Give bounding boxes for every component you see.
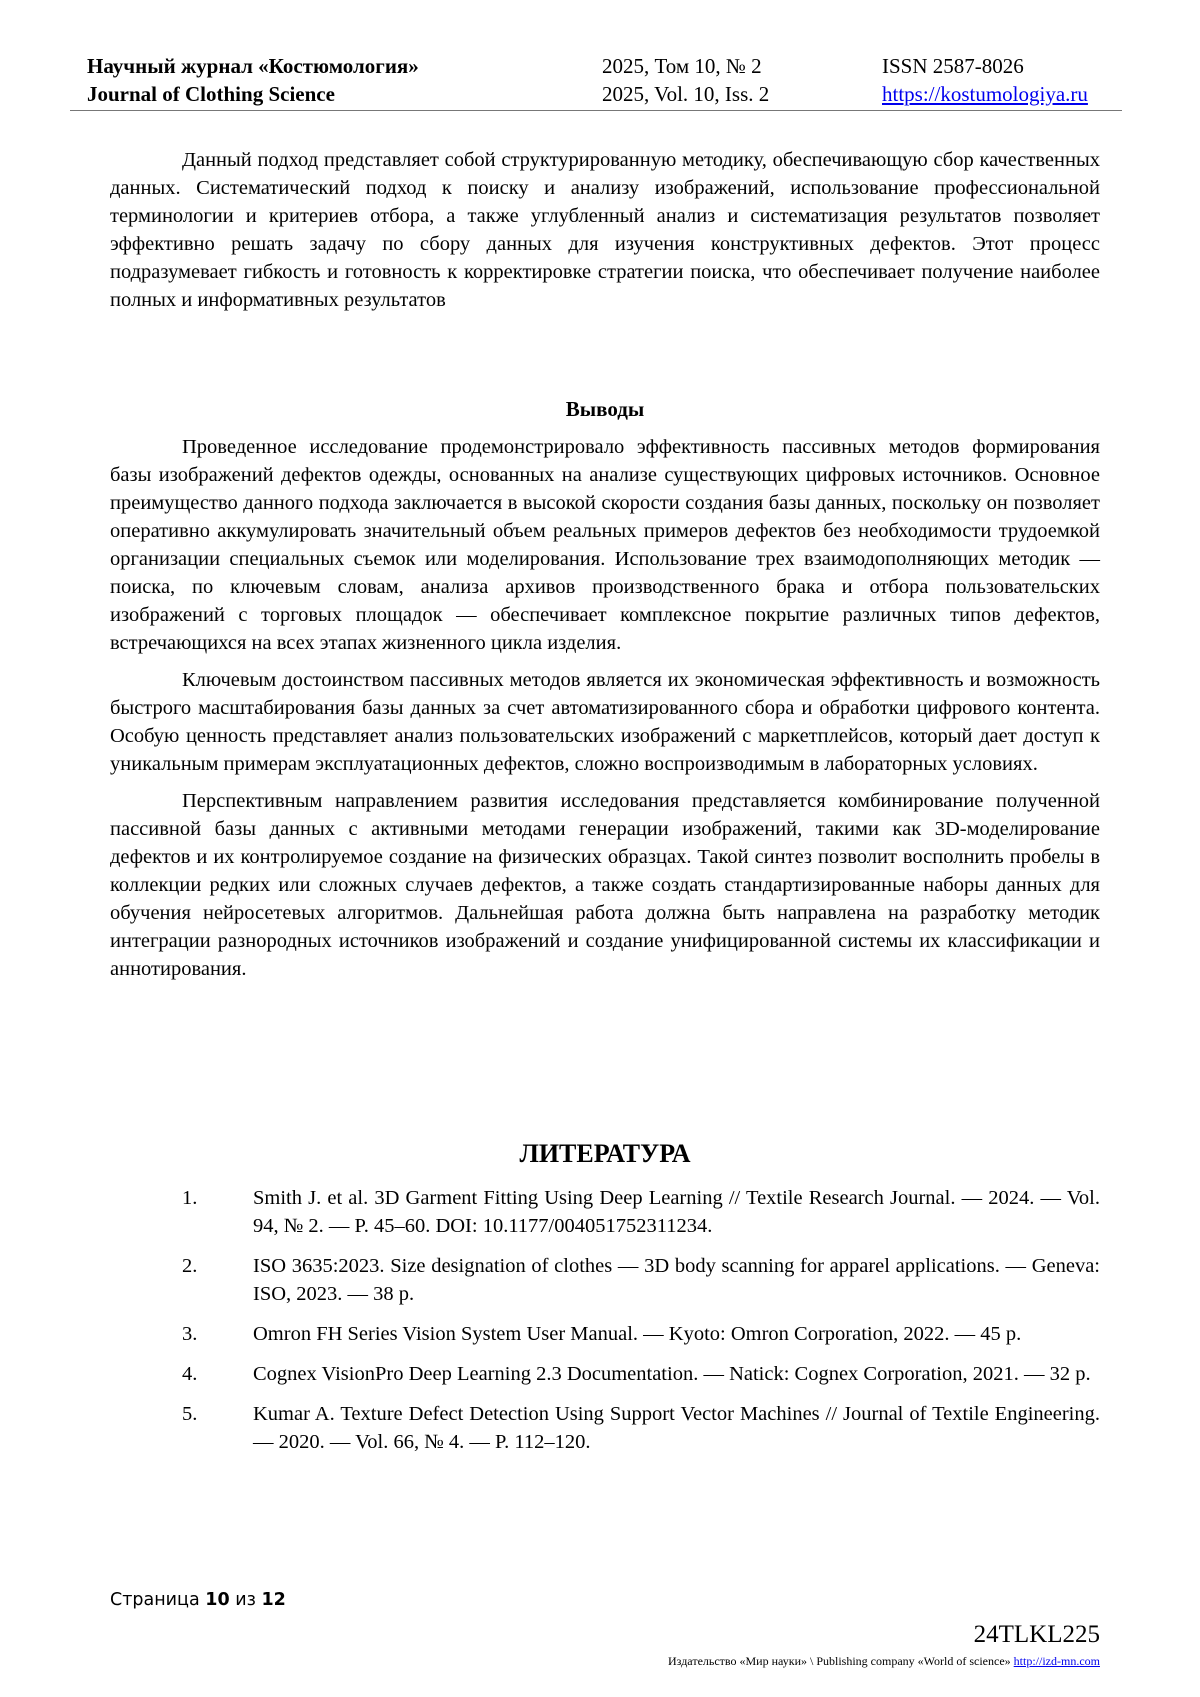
journal-title-ru: Научный журнал «Костюмология» <box>87 54 419 78</box>
issue-block <box>602 52 769 108</box>
references-heading: ЛИТЕРАТУРА <box>519 1139 691 1168</box>
reference-item <box>110 1400 1100 1456</box>
reference-text: ISO 3635:2023. Size designation of clothes — 3D body scanning for apparel applications. — Geneva: ISO, 2023. — 38 p. <box>253 1255 1100 1305</box>
issue-ru: 2025, Том 10, № 2 <box>602 54 762 78</box>
reference-item <box>110 1320 1100 1348</box>
journal-title-en: Journal of Clothing Science <box>87 82 335 106</box>
publisher-url-link[interactable]: http://izd-mn.com <box>1013 1654 1100 1668</box>
journal-url-link[interactable]: https://kostumologiya.ru <box>882 82 1088 106</box>
paragraph-intro: Данный подход представляет собой структурированную методику, обеспечивающую сбор качественных данных. Систематический подход к поиску и анализу изображений, использование профессиональной терминологии и критериев отбора, а также углубленный анализ и систематизация результатов позволяет эффективно решать задачу по сбору данных для изучения конструктивных дефектов. Этот процесс подразумевает гибкость и готовность к корректировке стратегии поиска, что обеспечивает получение наиболее полных и информативных результатов <box>110 149 1100 311</box>
reference-number: 4. <box>182 1363 198 1385</box>
issn-block <box>882 52 1088 108</box>
page-separator: из <box>235 1590 256 1610</box>
reference-text: Kumar A. Texture Defect Detection Using Support Vector Machines // Journal of Textile Engineering. — 2020. — Vol. 66, № 4. — P. 112–120. <box>253 1403 1100 1453</box>
reference-text: Cognex VisionPro Deep Learning 2.3 Documentation. — Natick: Cognex Corporation, 2021. — 32 p. <box>253 1363 1091 1385</box>
reference-number: 3. <box>182 1323 198 1345</box>
header-divider <box>70 110 1122 111</box>
reference-text: Omron FH Series Vision System User Manual. — Kyoto: Omron Corporation, 2022. — 45 p. <box>253 1323 1022 1345</box>
reference-number: 2. <box>182 1255 198 1277</box>
conclusions-heading: Выводы <box>565 397 645 421</box>
page-number <box>110 1590 286 1610</box>
reference-item <box>110 1252 1100 1308</box>
page-total: 12 <box>261 1590 286 1610</box>
reference-item <box>110 1184 1100 1240</box>
conclusions-section <box>110 433 1100 992</box>
reference-text: Smith J. et al. 3D Garment Fitting Using Deep Learning // Textile Research Journal. — 2024. — Vol. 94, № 2. — P. 45–60. DOI: 10.1177/004051752311234. <box>253 1187 1100 1237</box>
paragraph-conclusion-2: Ключевым достоинством пассивных методов является их экономическая эффективность и возможность быстрого масштабирования базы данных за счет автоматизированного сбора и обработки цифрового контента. Особую ценность представляет анализ пользовательских изображений с маркетплейсов, который дает доступ к уникальным примерам эксплуатационных дефектов, сложно воспроизводимым в лабораторных условиях. <box>110 669 1100 775</box>
page-current: 10 <box>205 1590 230 1610</box>
journal-title-block <box>87 52 419 108</box>
publisher-name: Издательство «Мир науки» \ Publishing company «World of science» <box>668 1654 1011 1668</box>
paragraph-conclusion-3: Перспективным направлением развития исследования представляется комбинирование полученной пассивной базы данных с активными методами генерации изображений, такими как 3D-моделирование дефектов и их контролируемое создание на физических образцах. Такой синтез позволит восполнить пробелы в коллекции редких или сложных случаев дефектов, а также создать стандартизированные наборы данных для обучения нейросетевых алгоритмов. Дальнейшая работа должна быть направлена на разработку методик интеграции разнородных источников изображений и создание унифицированной системы их классификации и аннотирования. <box>110 790 1100 980</box>
reference-number: 1. <box>182 1187 198 1209</box>
paragraph-conclusion-1: Проведенное исследование продемонстрировало эффективность пассивных методов формирования базы изображений дефектов одежды, основанных на анализе существующих цифровых источников. Основное преимущество данного подхода заключается в высокой скорости создания базы данных, поскольку он позволяет оперативно аккумулировать значительный объем реальных примеров дефектов без необходимости трудоемкой организации специальных съемок или моделирования. Использование трех взаимодополняющих методик — поиска, по ключевым словам, анализа архивов производственного брака и отбора пользовательских изображений с торговых площадок — обеспечивает комплексное покрытие различных типов дефектов, встречающихся на всех этапах жизненного цикла изделия. <box>110 436 1100 654</box>
page-prefix: Страница <box>110 1590 200 1610</box>
reference-number: 5. <box>182 1403 198 1425</box>
intro-section <box>110 146 1100 314</box>
reference-item <box>110 1360 1100 1388</box>
article-code: 24TLKL225 <box>973 1621 1100 1648</box>
references-list <box>110 1184 1100 1468</box>
issue-en: 2025, Vol. 10, Iss. 2 <box>602 82 770 106</box>
publisher-line <box>668 1654 1100 1669</box>
issn: ISSN 2587-8026 <box>882 54 1024 78</box>
